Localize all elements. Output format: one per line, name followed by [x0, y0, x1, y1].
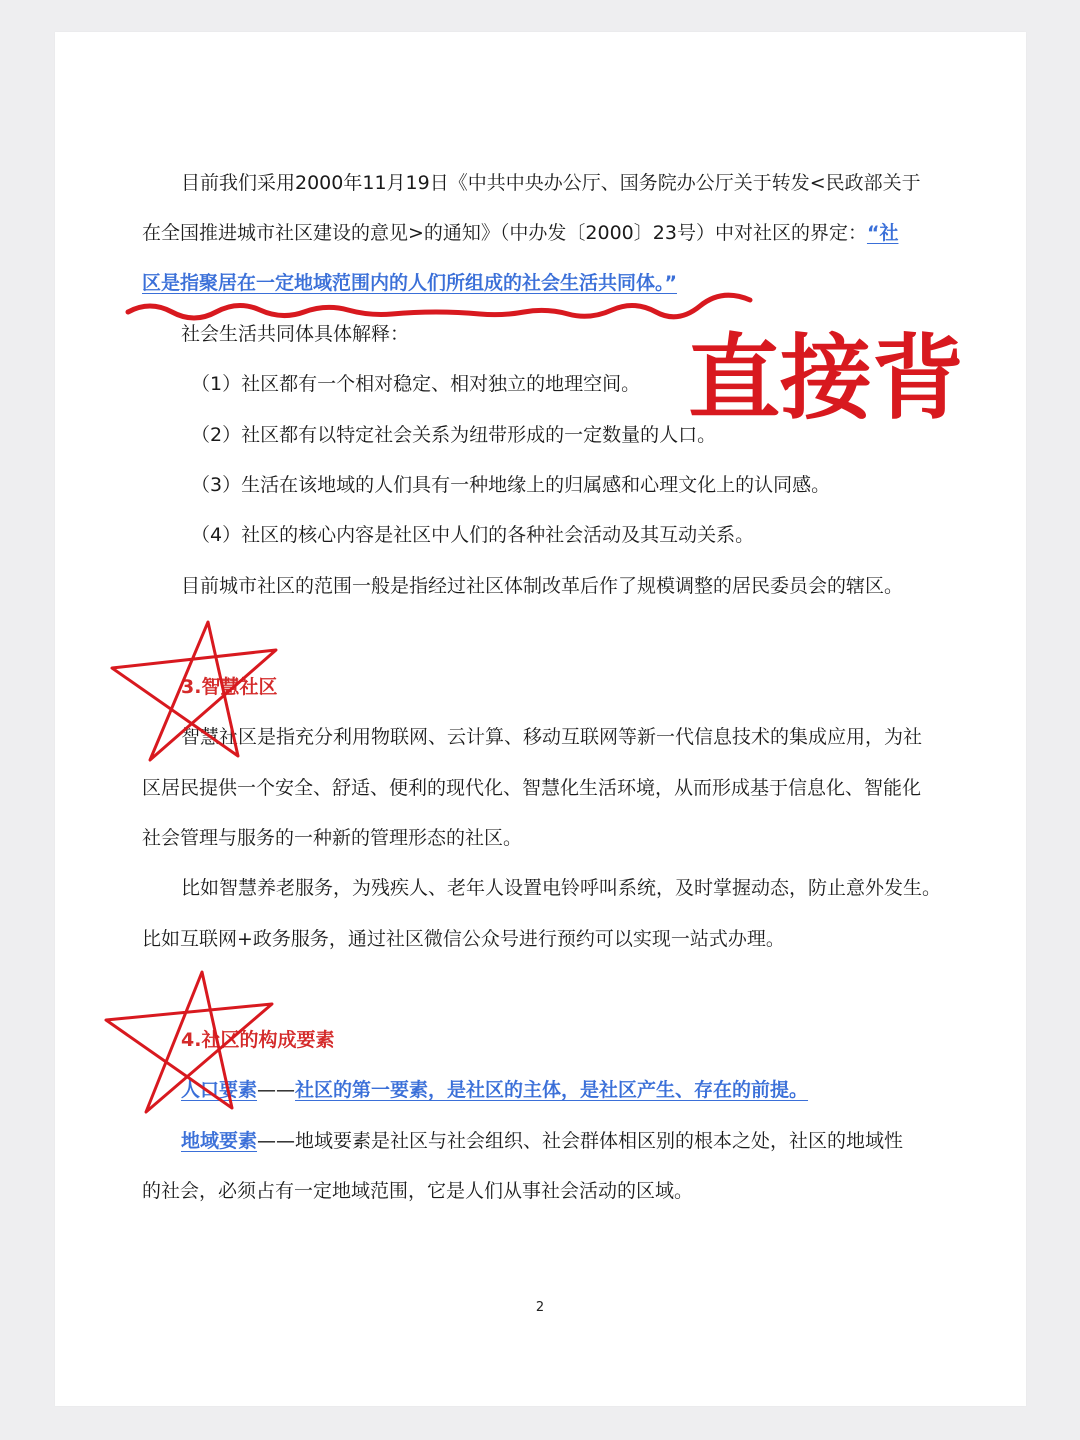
list-item: （2）社区都有以特定社会关系为纽带形成的一定数量的人口。 — [191, 424, 717, 446]
paragraph-line: 区居民提供一个安全、舒适、便利的现代化、智慧化生活环境，从而形成基于信息化、智能化 — [142, 777, 922, 799]
page-number: 2 — [535, 1300, 545, 1315]
paragraph-line: 比如互联网+政务服务，通过社区微信公众号进行预约可以实现一站式办理。 — [142, 928, 785, 950]
paragraph-line — [142, 220, 898, 246]
paragraph-line: 比如智慧养老服务，为残疾人、老年人设置电铃呼叫系统，及时掌握动态，防止意外发生。 — [181, 877, 942, 899]
paragraph-line: 目前我们采用2000年11月19日《中共中央办公厅、国务院办公厅关于转发<民政部关于 — [181, 172, 921, 194]
paragraph-line: 社会管理与服务的一种新的管理形态的社区。 — [142, 827, 523, 849]
dash: —— — [257, 1079, 296, 1101]
paragraph-line: 社会生活共同体具体解释： — [181, 323, 410, 345]
paragraph-line: 的社会，必须占有一定地域范围，它是人们从事社会活动的区域。 — [142, 1180, 694, 1202]
section-heading-3: 3.智慧社区 — [181, 676, 278, 698]
handwritten-note: 直接背 — [688, 324, 965, 432]
paragraph-line: 目前城市社区的范围一般是指经过社区体制改革后作了规模调整的居民委员会的辖区。 — [181, 575, 904, 597]
paragraph-line — [181, 1077, 808, 1103]
definition-quote: 区是指聚居在一定地域范围内的人们所组成的社会生活共同体。” — [142, 272, 677, 294]
region-element-text: ——地域要素是社区与社会组织、社会群体相区别的根本之处，社区的地域性 — [257, 1130, 904, 1152]
paragraph-line — [142, 270, 677, 296]
definition-quote-start: “社 — [866, 222, 899, 244]
paragraph-text: 在全国推进城市社区建设的意见>的通知》（中办发〔2000〕23号）中对社区的界定： — [142, 222, 867, 244]
list-item: （4）社区的核心内容是社区中人们的各种社会活动及其互动关系。 — [191, 524, 755, 546]
region-element-label: 地域要素 — [181, 1130, 258, 1152]
paragraph-line: 智慧社区是指充分利用物联网、云计算、移动互联网等新一代信息技术的集成应用，为社 — [181, 726, 923, 748]
population-element-text: 社区的第一要素，是社区的主体，是社区产生、存在的前提。 — [295, 1079, 809, 1101]
paragraph-line — [181, 1128, 903, 1154]
list-item: （1）社区都有一个相对稳定、相对独立的地理空间。 — [191, 373, 641, 395]
section-heading-4: 4.社区的构成要素 — [181, 1029, 335, 1051]
population-element-label: 人口要素 — [181, 1079, 258, 1101]
list-item: （3）生活在该地域的人们具有一种地缘上的归属感和心理文化上的认同感。 — [191, 474, 831, 496]
